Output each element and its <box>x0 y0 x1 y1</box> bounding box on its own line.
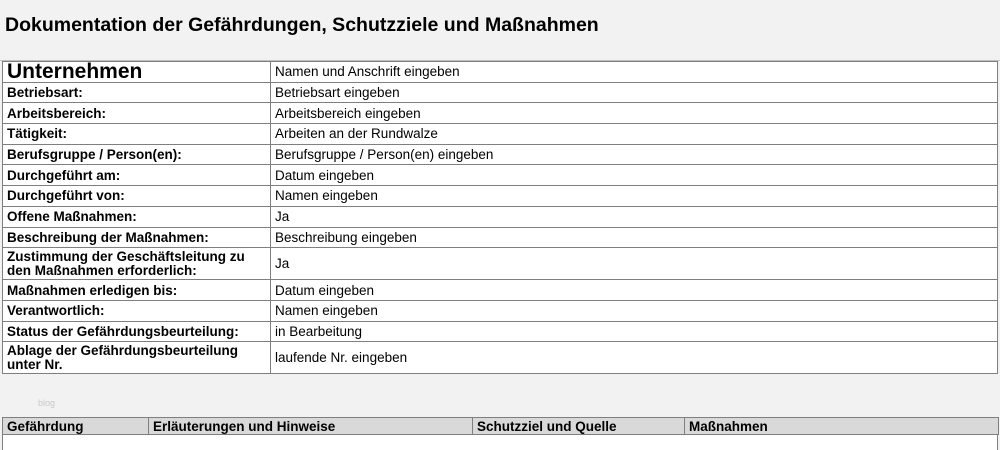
row-label-durchgefuehrt-von: Durchgeführt von: <box>3 186 271 207</box>
row-label-status: Status der Gefährdungsbeurteilung: <box>3 321 271 342</box>
row-label-zustimmung: Zustimmung der Geschäftsleitung zu den Maßnahmen erforderlich: <box>3 248 271 280</box>
row-label-erledigen-bis: Maßnahmen erledigen bis: <box>3 280 271 301</box>
row-label-ablage: Ablage der Gefährdungsbeurteilung unter Nr. <box>3 342 271 374</box>
column-header-schutzziel: Schutzziel und Quelle <box>473 418 685 435</box>
row-value-berufsgruppe[interactable]: Berufsgruppe / Person(en) eingeben <box>271 144 998 165</box>
table-row <box>3 280 998 301</box>
row-value-arbeitsbereich[interactable]: Arbeitsbereich eingeben <box>271 103 998 124</box>
table-row <box>3 103 998 124</box>
title-bar <box>0 0 1000 61</box>
table-row <box>3 300 998 321</box>
table-row <box>3 165 998 186</box>
row-value-durchgefuehrt-am[interactable]: Datum eingeben <box>271 165 998 186</box>
table-row <box>3 321 998 342</box>
row-label-beschreibung: Beschreibung der Maßnahmen: <box>3 227 271 248</box>
table-body-start <box>2 435 998 450</box>
column-header-erlaeuterungen: Erläuterungen und Hinweise <box>149 418 473 435</box>
hazard-table-header <box>2 417 999 435</box>
row-value-betriebsart[interactable]: Betriebsart eingeben <box>271 82 998 103</box>
column-header-gefaehrdung: Gefährdung <box>3 418 149 435</box>
row-label-durchgefuehrt-am: Durchgeführt am: <box>3 165 271 186</box>
row-label-betriebsart: Betriebsart: <box>3 82 271 103</box>
row-label-verantwortlich: Verantwortlich: <box>3 300 271 321</box>
row-label-offene-massnahmen: Offene Maßnahmen: <box>3 206 271 227</box>
row-value-erledigen-bis[interactable]: Datum eingeben <box>271 280 998 301</box>
row-value-offene-massnahmen[interactable]: Ja <box>271 206 998 227</box>
table-row <box>3 186 998 207</box>
column-header-massnahmen: Maßnahmen <box>685 418 999 435</box>
table-row <box>3 342 998 374</box>
table-row <box>3 206 998 227</box>
table-row <box>3 124 998 145</box>
table-row <box>3 248 998 280</box>
row-value-durchgefuehrt-von[interactable]: Namen eingeben <box>271 186 998 207</box>
row-label-taetigkeit: Tätigkeit: <box>3 124 271 145</box>
watermark: blog <box>38 398 56 408</box>
row-value-ablage[interactable]: laufende Nr. eingeben <box>271 342 998 374</box>
document-title: Dokumentation der Gefährdungen, Schutzziele und Maßnahmen <box>5 14 599 36</box>
row-value-beschreibung[interactable]: Beschreibung eingeben <box>271 227 998 248</box>
header-row <box>3 418 999 435</box>
row-value-status[interactable]: in Bearbeitung <box>271 321 998 342</box>
info-table <box>2 61 998 374</box>
table-row <box>3 82 998 103</box>
row-value-verantwortlich[interactable]: Namen eingeben <box>271 300 998 321</box>
row-label-arbeitsbereich: Arbeitsbereich: <box>3 103 271 124</box>
table-row <box>3 62 998 83</box>
table-row <box>3 227 998 248</box>
row-value-unternehmen[interactable]: Namen und Anschrift eingeben <box>271 62 998 83</box>
row-value-zustimmung[interactable]: Ja <box>271 248 998 280</box>
row-label-berufsgruppe: Berufsgruppe / Person(en): <box>3 144 271 165</box>
table-row <box>3 144 998 165</box>
row-value-taetigkeit[interactable]: Arbeiten an der Rundwalze <box>271 124 998 145</box>
row-label-unternehmen: Unternehmen <box>3 62 271 83</box>
